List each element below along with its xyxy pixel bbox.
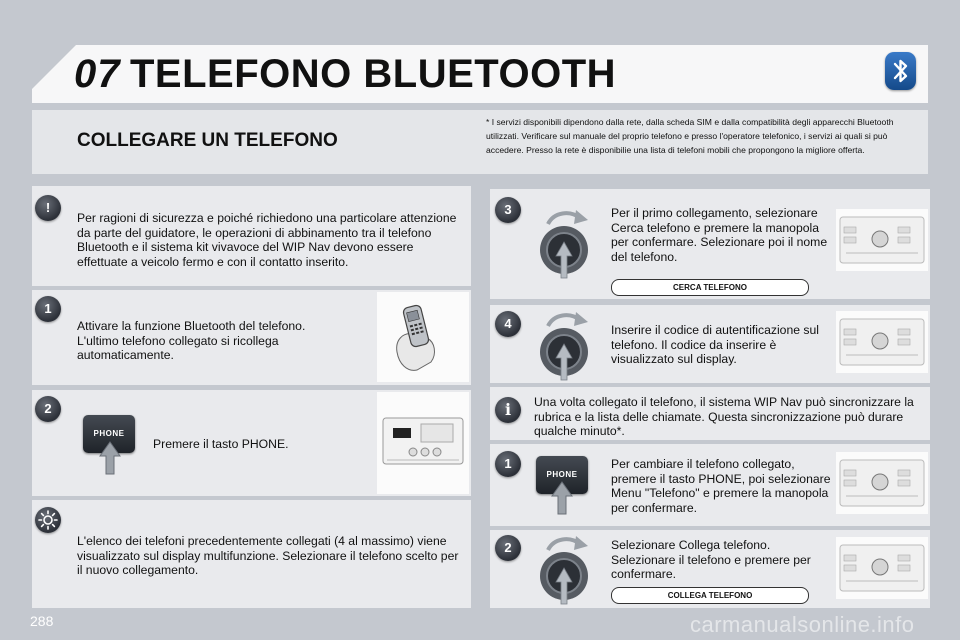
step1-badge: 1 — [35, 296, 61, 322]
info-icon: i — [495, 397, 521, 423]
rotary-knob-icon — [526, 202, 608, 291]
step2b-text: Selezionare Collega telefono. Selezionare il telefono e premere per confermare. — [611, 538, 811, 581]
radio-panel-illustration-3 — [836, 452, 928, 514]
watermark: carmanualsonline.info — [690, 612, 915, 637]
press-arrow-icon — [97, 440, 123, 481]
step3-badge: 3 — [495, 197, 521, 223]
footnote: * I servizi disponibili dipendono dalla rete, dalla scheda SIM e dalla compatibilità degli apparecchi Bluetooth utilizzati. Verificare sul manuale del proprio telefono e presso l'operatore telefonico, i servizi ai quali si può accedere. Presso la rete è disponibilie una lista di telefoni mobili che propongono la migliore offerta. — [486, 117, 894, 155]
phone-hand-illustration — [377, 292, 469, 382]
phone-button-illustration: PHONE — [83, 415, 135, 453]
menu-label-cerca-telefono: CERCA TELEFONO — [611, 279, 809, 296]
radio-unit-illustration — [377, 392, 469, 494]
chapter-number: 07 — [74, 52, 121, 96]
step4-badge: 4 — [495, 311, 521, 337]
step1b-badge: 1 — [495, 451, 521, 477]
rotary-knob-icon-3 — [526, 528, 608, 617]
step2b-badge: 2 — [495, 535, 521, 561]
radio-panel-illustration-2 — [836, 311, 928, 373]
radio-panel-illustration-4 — [836, 537, 928, 599]
step1b-text: Per cambiare il telefono collegato, premere il tasto PHONE, poi selezionare Menu "Telefono" e premere la manopola per confermare. — [611, 457, 831, 515]
step2-badge: 2 — [35, 396, 61, 422]
step2-text: Premere il tasto PHONE. — [153, 437, 289, 451]
warning-text: Per ragioni di sicurezza e poiché richiedono una particolare attenzione da parte del guidatore, le operazioni di abbinamento tra il telefono Bluetooth e il sistema kit vivavoce del WIP Nav devono essere effettuate a veicolo fermo e con il contatto inserito. — [77, 211, 457, 269]
step3-text: Per il primo collegamento, selezionare Cerca telefono e premere la manopola per confermare. Selezionare poi il nome del telefono. — [611, 206, 828, 264]
radio-panel-illustration — [836, 209, 928, 271]
rotary-knob-icon-2 — [526, 304, 608, 393]
press-arrow-icon-2 — [549, 480, 575, 521]
section-title: COLLEGARE UN TELEFONO — [77, 130, 338, 151]
info-text: Una volta collegato il telefono, il sistema WIP Nav può sincronizzare la rubrica e la lista delle chiamate. Questa sincronizzazione può durare qualche minuto*. — [534, 395, 914, 438]
tip-text: L'elenco dei telefoni precedentemente collegati (4 al massimo) viene visualizzato sul display multifunzione. Selezionare il telefono scelto per il nuovo collegamento. — [77, 534, 459, 577]
step1-text: Attivare la funzione Bluetooth del telefono. L'ultimo telefono collegato si ricollega automaticamente. — [77, 319, 306, 362]
phone-button-illustration-2: PHONE — [536, 456, 588, 494]
page-number: 288 — [30, 613, 54, 629]
bluetooth-icon — [885, 52, 916, 90]
menu-label-collega-telefono: COLLEGA TELEFONO — [611, 587, 809, 604]
tip-sun-icon — [35, 507, 61, 533]
warning-icon: ! — [35, 195, 61, 221]
page-title: TELEFONO BLUETOOTH — [130, 52, 617, 96]
step4-text: Inserire il codice di autentificazione sul telefono. Il codice da inserire è visualizzato sul display. — [611, 323, 819, 366]
